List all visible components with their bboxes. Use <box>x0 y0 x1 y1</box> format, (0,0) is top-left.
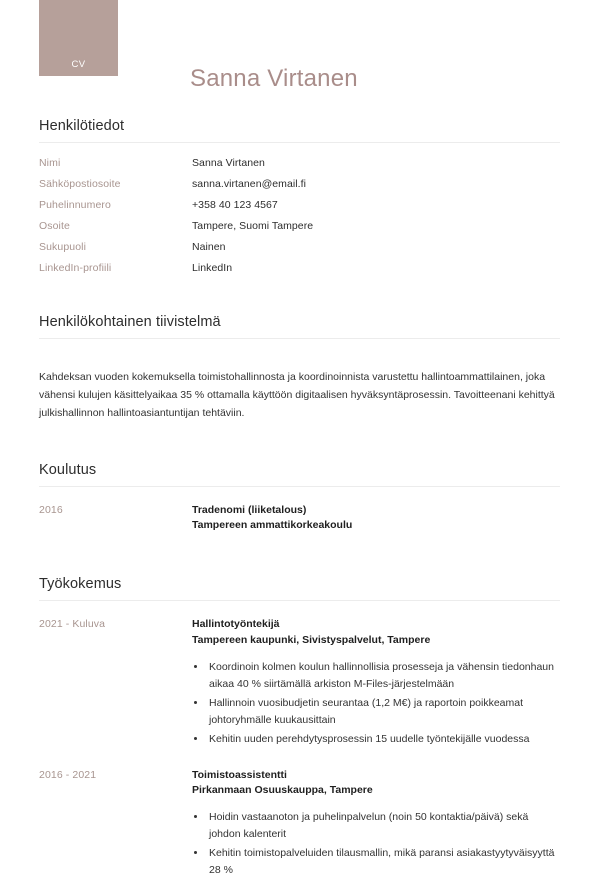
info-label: Nimi <box>39 157 61 169</box>
list-item <box>39 220 561 232</box>
list-item <box>39 178 561 190</box>
section-title-summary: Henkilökohtainen tiivistelmä <box>39 314 221 330</box>
list-item: • Hallinnoin vuosibudjetin seurantaa (1,2 M€) ja raportoin poikkeamat johtoryhmälle kuukausittain <box>207 695 561 729</box>
list-item: • Koordinoin kolmen koulun hallinnollisia prosesseja ja vähensin tiedonhaun aikaa 40 % siirtämällä arkiston M-Files-järjestelmään <box>207 659 561 693</box>
info-value: sanna.virtanen@email.fi <box>192 178 306 190</box>
section-summary <box>0 314 600 422</box>
entry-responsibilities <box>192 809 561 879</box>
section-title-education: Koulutus <box>39 461 97 478</box>
entry-body <box>192 503 561 535</box>
entry-job-title: Toimistoassistentti <box>192 768 287 781</box>
list-item: • Kehitin uuden perehdytysprosessin 15 uudelle työntekijälle vuodessa <box>207 731 561 748</box>
section-education <box>0 462 600 535</box>
entry-date: 2016 <box>39 503 63 516</box>
education-entry <box>39 487 561 535</box>
summary-text: Kahdeksan vuoden kokemuksella toimistohallinnosta ja koordinoinnista varustettu hallintoammattilainen, joka vähensi kulujen käsittelyaikaa 35 % ottamalla käyttöön digitaalisen hyväksyntäprosessin. Tavoitteenani kehittyä julkishallinnon hallintoasiantuntijan tehtäviin. <box>39 370 555 419</box>
section-divider <box>39 338 560 339</box>
cv-badge <box>39 0 118 76</box>
page-title: Sanna Virtanen <box>190 65 358 93</box>
list-item <box>39 199 561 211</box>
entry-institution: Tampereen ammattikorkeakoulu <box>192 519 353 532</box>
list-item: • Hoidin vastaanoton ja puhelinpalvelun (noin 50 kontaktia/päivä) sekä johdon kalenterit <box>207 809 561 843</box>
work-entry <box>39 601 561 750</box>
work-entry <box>39 750 561 881</box>
entry-degree: Tradenomi (liiketalous) <box>192 503 307 516</box>
list-item <box>39 241 561 253</box>
info-label: Puhelinnumero <box>39 199 111 211</box>
cv-badge-label: CV <box>71 59 86 70</box>
info-value: +358 40 123 4567 <box>192 199 278 211</box>
list-item: • Kehitin toimistopalveluiden tilausmallin, mikä paransi asiakastyytyväisyyttä 28 % <box>207 845 561 879</box>
entry-employer: Pirkanmaan Osuuskauppa, Tampere <box>192 784 373 797</box>
entry-date: 2016 - 2021 <box>39 768 97 781</box>
info-label: Sähköpostiosoite <box>39 178 121 190</box>
entry-body <box>192 768 561 881</box>
section-work-experience <box>0 576 600 881</box>
info-label: Osoite <box>39 220 70 232</box>
info-value: Sanna Virtanen <box>192 157 265 169</box>
entry-employer: Tampereen kaupunki, Sivistyspalvelut, Tampere <box>192 633 431 646</box>
section-title-work-experience: Työkokemus <box>39 576 122 593</box>
entry-body <box>192 617 561 750</box>
info-value[interactable]: LinkedIn <box>192 262 233 274</box>
cv-header <box>0 0 600 96</box>
personal-info-list <box>39 143 561 274</box>
info-label: LinkedIn-profiili <box>39 262 112 274</box>
list-item <box>39 262 561 274</box>
info-value: Tampere, Suomi Tampere <box>192 220 314 232</box>
list-item <box>39 157 561 169</box>
info-label: Sukupuoli <box>39 241 87 253</box>
entry-job-title: Hallintotyöntekijä <box>192 618 280 631</box>
section-personal-info <box>0 118 600 274</box>
section-title-personal-info: Henkilötiedot <box>39 118 125 134</box>
entry-responsibilities <box>192 659 561 748</box>
info-value: Nainen <box>192 241 226 253</box>
entry-date: 2021 - Kuluva <box>39 618 106 631</box>
